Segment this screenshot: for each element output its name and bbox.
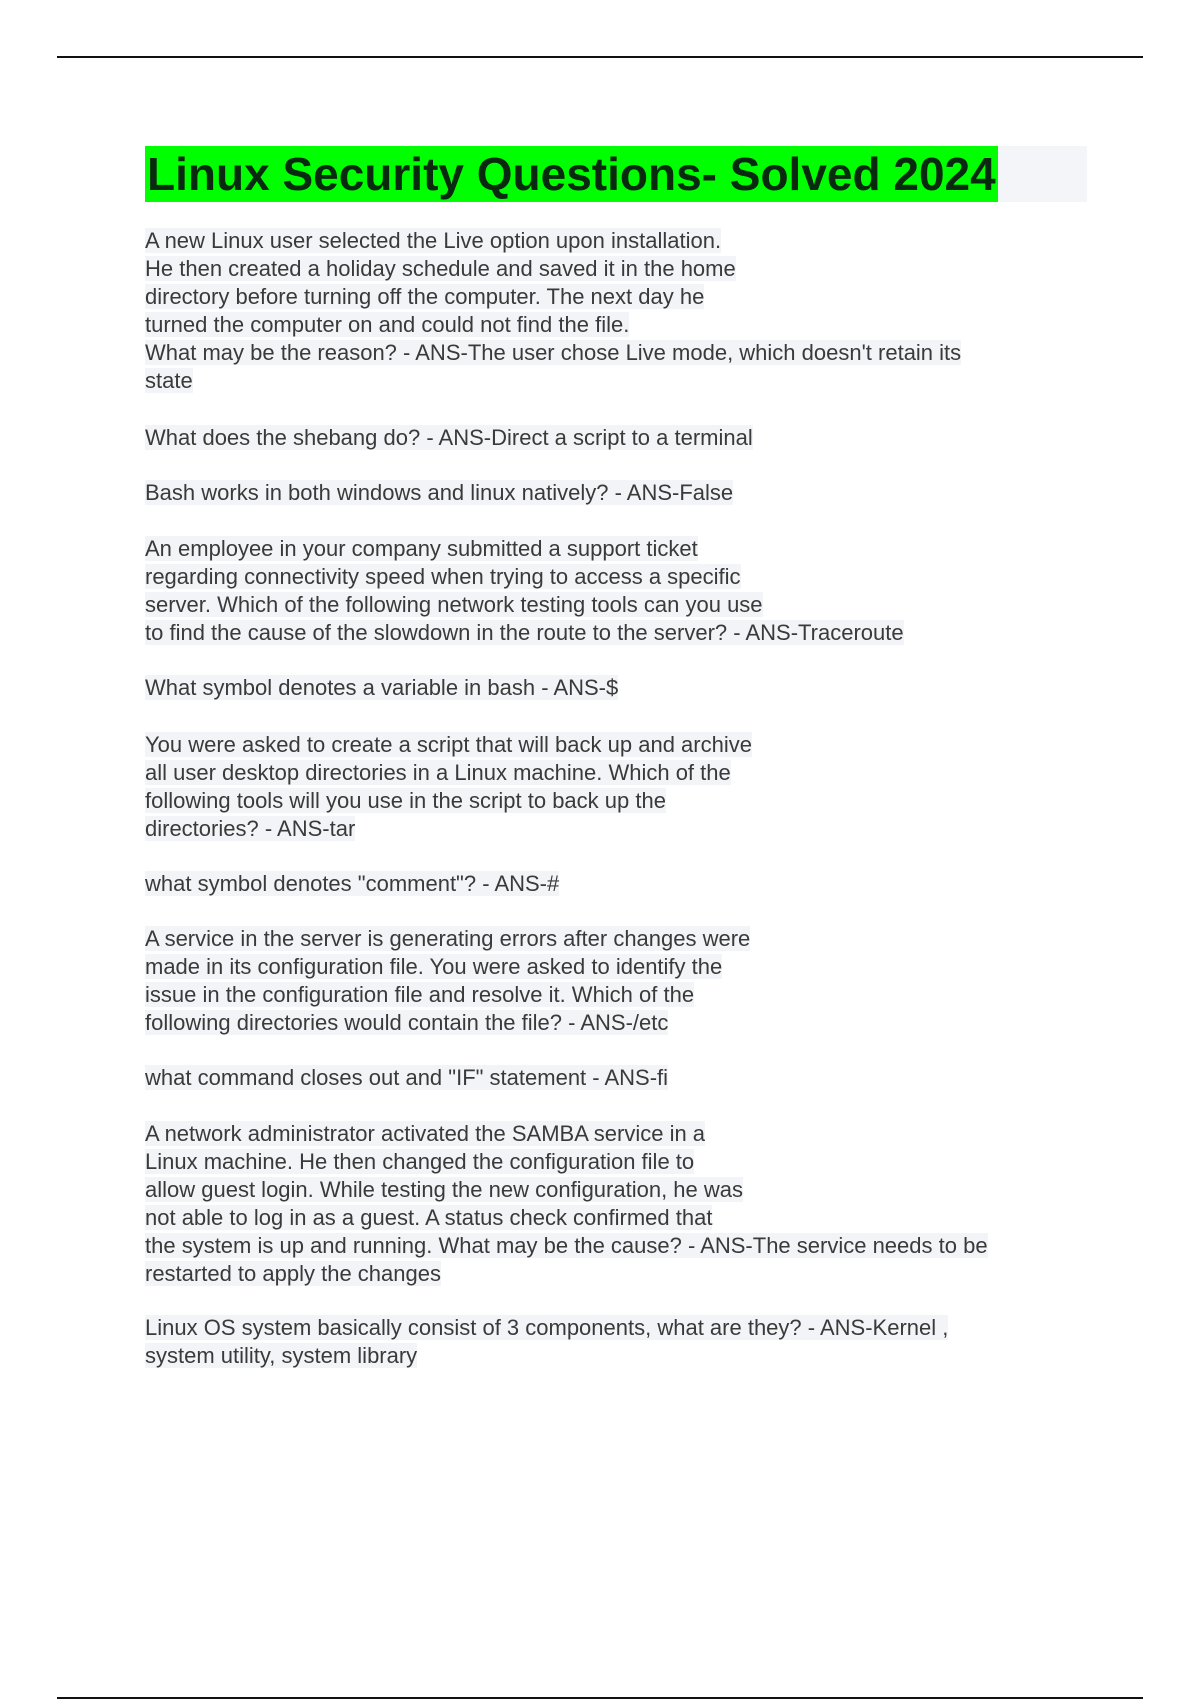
qa-line: system utility, system library: [145, 1343, 418, 1368]
qa-line: directory before turning off the computer. The next day he: [145, 284, 705, 309]
qa-line: all user desktop directories in a Linux machine. Which of the: [145, 760, 731, 785]
qa-line: state: [145, 368, 193, 393]
qa-line: He then created a holiday schedule and saved it in the home: [145, 256, 736, 281]
top-rule: [57, 56, 1143, 58]
qa-line: following tools will you use in the script to back up the: [145, 788, 666, 813]
qa-line: A network administrator activated the SAMBA service in a: [145, 1121, 706, 1146]
qa-line: server. Which of the following network testing tools can you use: [145, 592, 763, 617]
qa-line: turned the computer on and could not find the file.: [145, 312, 630, 337]
qa-line: An employee in your company submitted a support ticket: [145, 536, 698, 561]
qa-line: What may be the reason? - ANS-The user chose Live mode, which doesn't retain its: [145, 340, 962, 365]
qa-item: [145, 1064, 1095, 1092]
qa-line: allow guest login. While testing the new configuration, he was: [145, 1177, 744, 1202]
qa-item: [145, 870, 1095, 898]
qa-line: A service in the server is generating errors after changes were: [145, 926, 751, 951]
qa-line: issue in the configuration file and resolve it. Which of the: [145, 982, 695, 1007]
qa-item: [145, 1314, 1095, 1370]
qa-item: [145, 227, 1095, 395]
qa-line: the system is up and running. What may be the cause? - ANS-The service needs to be: [145, 1233, 988, 1258]
qa-line: regarding connectivity speed when trying to access a specific: [145, 564, 741, 589]
qa-item: [145, 731, 1095, 843]
qa-item: [145, 674, 1095, 702]
qa-line: what command closes out and "IF" statement - ANS-fi: [145, 1065, 669, 1090]
qa-line: A new Linux user selected the Live option upon installation.: [145, 228, 722, 253]
qa-line: made in its configuration file. You were asked to identify the: [145, 954, 723, 979]
qa-line: restarted to apply the changes: [145, 1261, 441, 1286]
qa-line: directories? - ANS-tar: [145, 816, 356, 841]
qa-line: what symbol denotes "comment"? - ANS-#: [145, 871, 560, 896]
qa-line: following directories would contain the file? - ANS-/etc: [145, 1010, 669, 1035]
document-title: Linux Security Questions- Solved 2024: [147, 148, 996, 200]
qa-line: Linux machine. He then changed the configuration file to: [145, 1149, 695, 1174]
qa-item: [145, 479, 1095, 507]
qa-line: What does the shebang do? - ANS-Direct a script to a terminal: [145, 425, 753, 450]
qa-line: Linux OS system basically consist of 3 components, what are they? - ANS-Kernel ,: [145, 1315, 949, 1340]
qa-line: What symbol denotes a variable in bash - ANS-$: [145, 675, 619, 700]
bottom-rule: [57, 1697, 1143, 1699]
qa-item: [145, 1120, 1095, 1288]
qa-line: Bash works in both windows and linux natively? - ANS-False: [145, 480, 734, 505]
qa-line: You were asked to create a script that will back up and archive: [145, 732, 752, 757]
qa-item: [145, 424, 1095, 452]
qa-line: to find the cause of the slowdown in the route to the server? - ANS-Traceroute: [145, 620, 904, 645]
qa-item: [145, 925, 1095, 1037]
qa-line: not able to log in as a guest. A status check confirmed that: [145, 1205, 713, 1230]
qa-item: [145, 535, 1095, 647]
